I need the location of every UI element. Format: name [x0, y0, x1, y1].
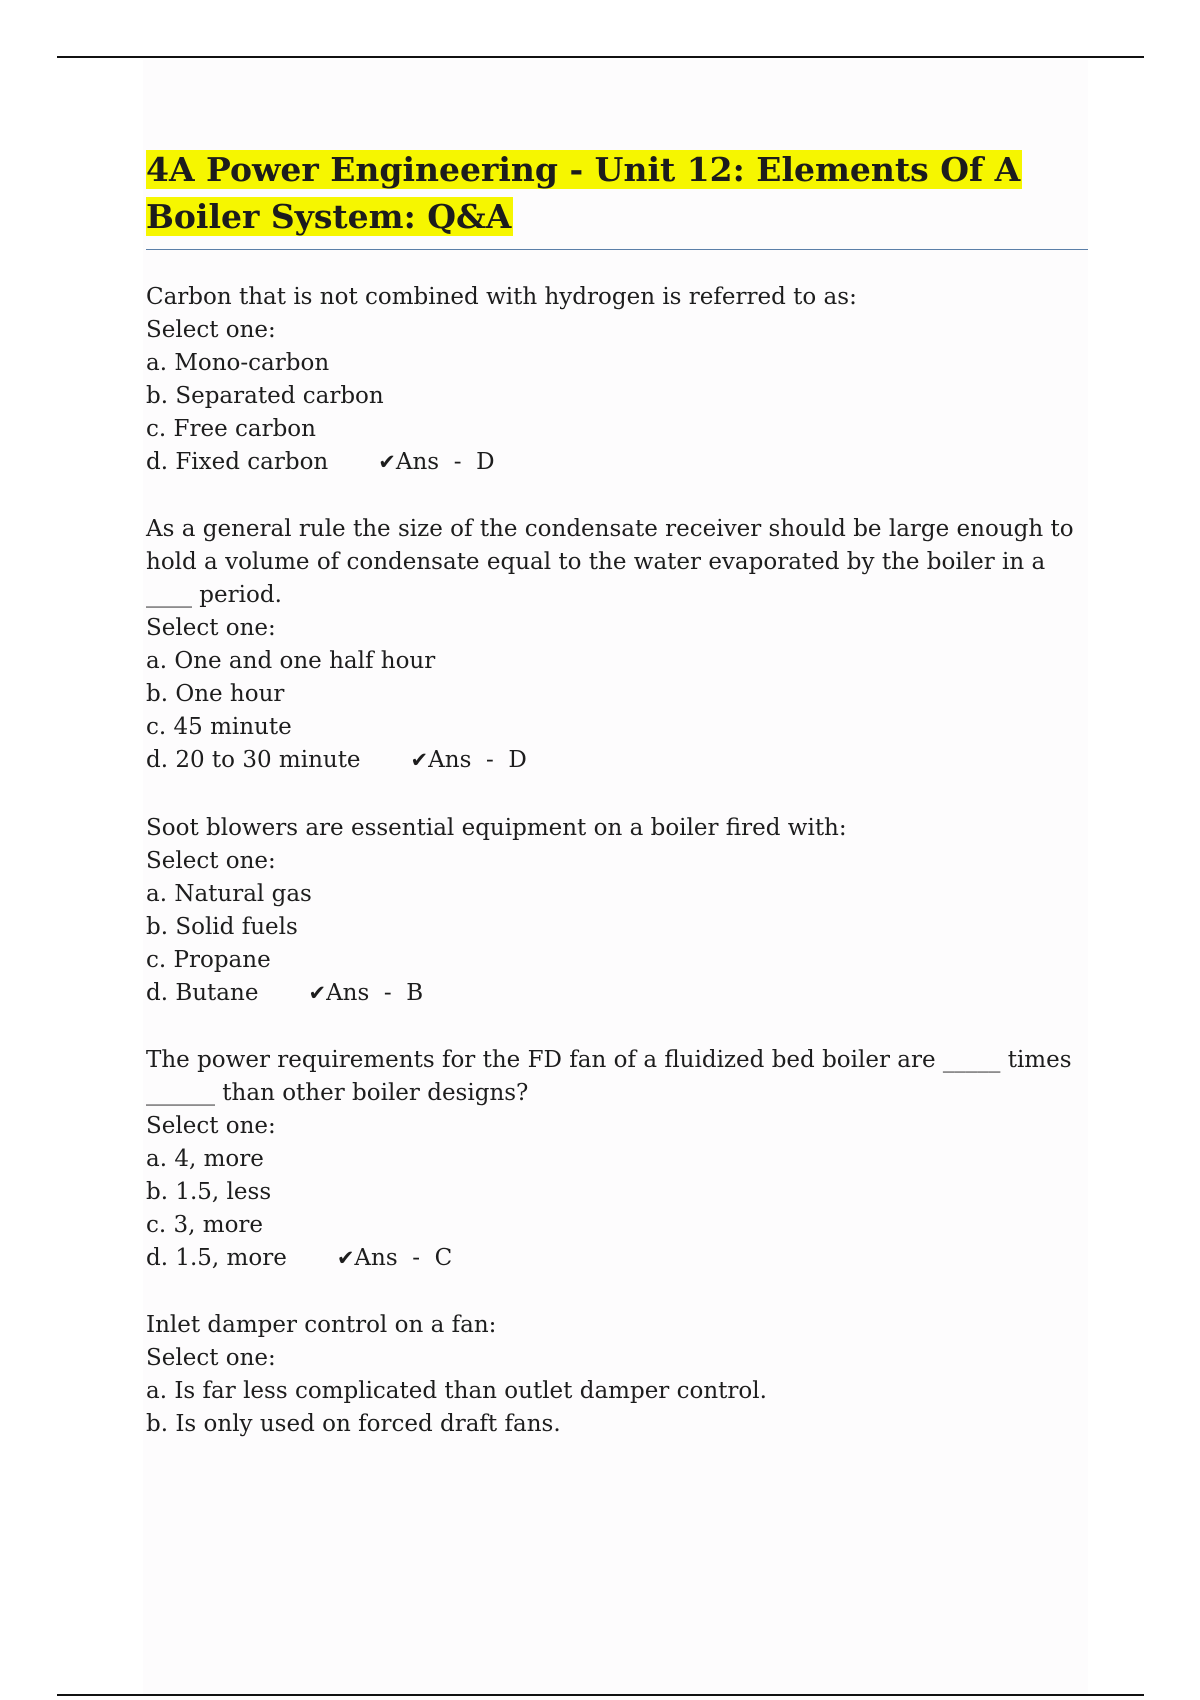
answer-label — [411, 744, 527, 777]
option-d-row — [146, 977, 1091, 1010]
option-b: b. One hour — [146, 681, 285, 707]
question-prompt: Inlet damper control on a fan: — [146, 1312, 497, 1338]
answer-text: Ans - B — [326, 980, 424, 1006]
checkmark-icon: ✔ — [410, 748, 429, 772]
option-d-row — [146, 446, 1091, 479]
question-prompt: Carbon that is not combined with hydrogen is referred to as: — [146, 284, 857, 310]
answer-label — [337, 1242, 452, 1275]
option-d: d. Fixed carbon — [146, 449, 329, 475]
answer-text: Ans - C — [354, 1245, 453, 1271]
title-highlight: 4A Power Engineering - Unit 12: Elements Of A Boiler System: Q&A — [146, 150, 1021, 236]
select-one-label: Select one: — [146, 615, 276, 641]
checkmark-icon: ✔ — [378, 450, 396, 474]
answer-text: Ans - D — [395, 449, 495, 475]
option-d-row — [146, 1242, 1091, 1275]
option-c: c. Propane — [146, 947, 271, 973]
select-one-label: Select one: — [146, 317, 276, 343]
question-block — [146, 1044, 1091, 1275]
option-c: c. 45 minute — [146, 714, 292, 740]
document-title — [146, 146, 1046, 240]
title-underline — [146, 249, 1088, 250]
question-prompt: As a general rule the size of the condensate receiver should be large enough to hold a volume of condensate equal to the water evaporated by the boiler in a ____ period. — [146, 516, 1081, 608]
answer-label — [308, 977, 423, 1010]
question-block — [146, 1309, 1091, 1441]
question-block — [146, 281, 1091, 479]
select-one-label: Select one: — [146, 1113, 276, 1139]
option-a: a. Natural gas — [146, 881, 312, 907]
option-b: b. 1.5, less — [146, 1179, 272, 1205]
select-one-label: Select one: — [146, 848, 276, 874]
question-block — [146, 812, 1091, 1010]
checkmark-icon: ✔ — [336, 1246, 355, 1270]
option-d-row — [146, 744, 1091, 777]
option-a: a. Is far less complicated than outlet damper control. — [146, 1378, 767, 1404]
option-a: a. One and one half hour — [146, 648, 436, 674]
question-prompt: Soot blowers are essential equipment on a boiler fired with: — [146, 815, 847, 841]
option-d: d. 20 to 30 minute — [146, 747, 361, 773]
option-a: a. Mono-carbon — [146, 350, 330, 376]
option-c: c. Free carbon — [146, 416, 316, 442]
answer-text: Ans - D — [428, 747, 527, 773]
answer-label — [378, 446, 494, 479]
select-one-label: Select one: — [146, 1345, 276, 1371]
option-c: c. 3, more — [146, 1212, 264, 1238]
option-a: a. 4, more — [146, 1146, 264, 1172]
question-block — [146, 513, 1091, 777]
page-top-rule — [57, 56, 1144, 58]
checkmark-icon: ✔ — [308, 981, 327, 1005]
option-b: b. Separated carbon — [146, 383, 384, 409]
option-d: d. 1.5, more — [146, 1245, 287, 1271]
option-d: d. Butane — [146, 980, 259, 1006]
question-prompt: The power requirements for the FD fan of a fluidized bed boiler are _____ times ______ than other boiler designs? — [146, 1047, 1079, 1106]
page-bottom-rule — [57, 1694, 1144, 1696]
option-b: b. Solid fuels — [146, 914, 298, 940]
option-b: b. Is only used on forced draft fans. — [146, 1411, 561, 1437]
